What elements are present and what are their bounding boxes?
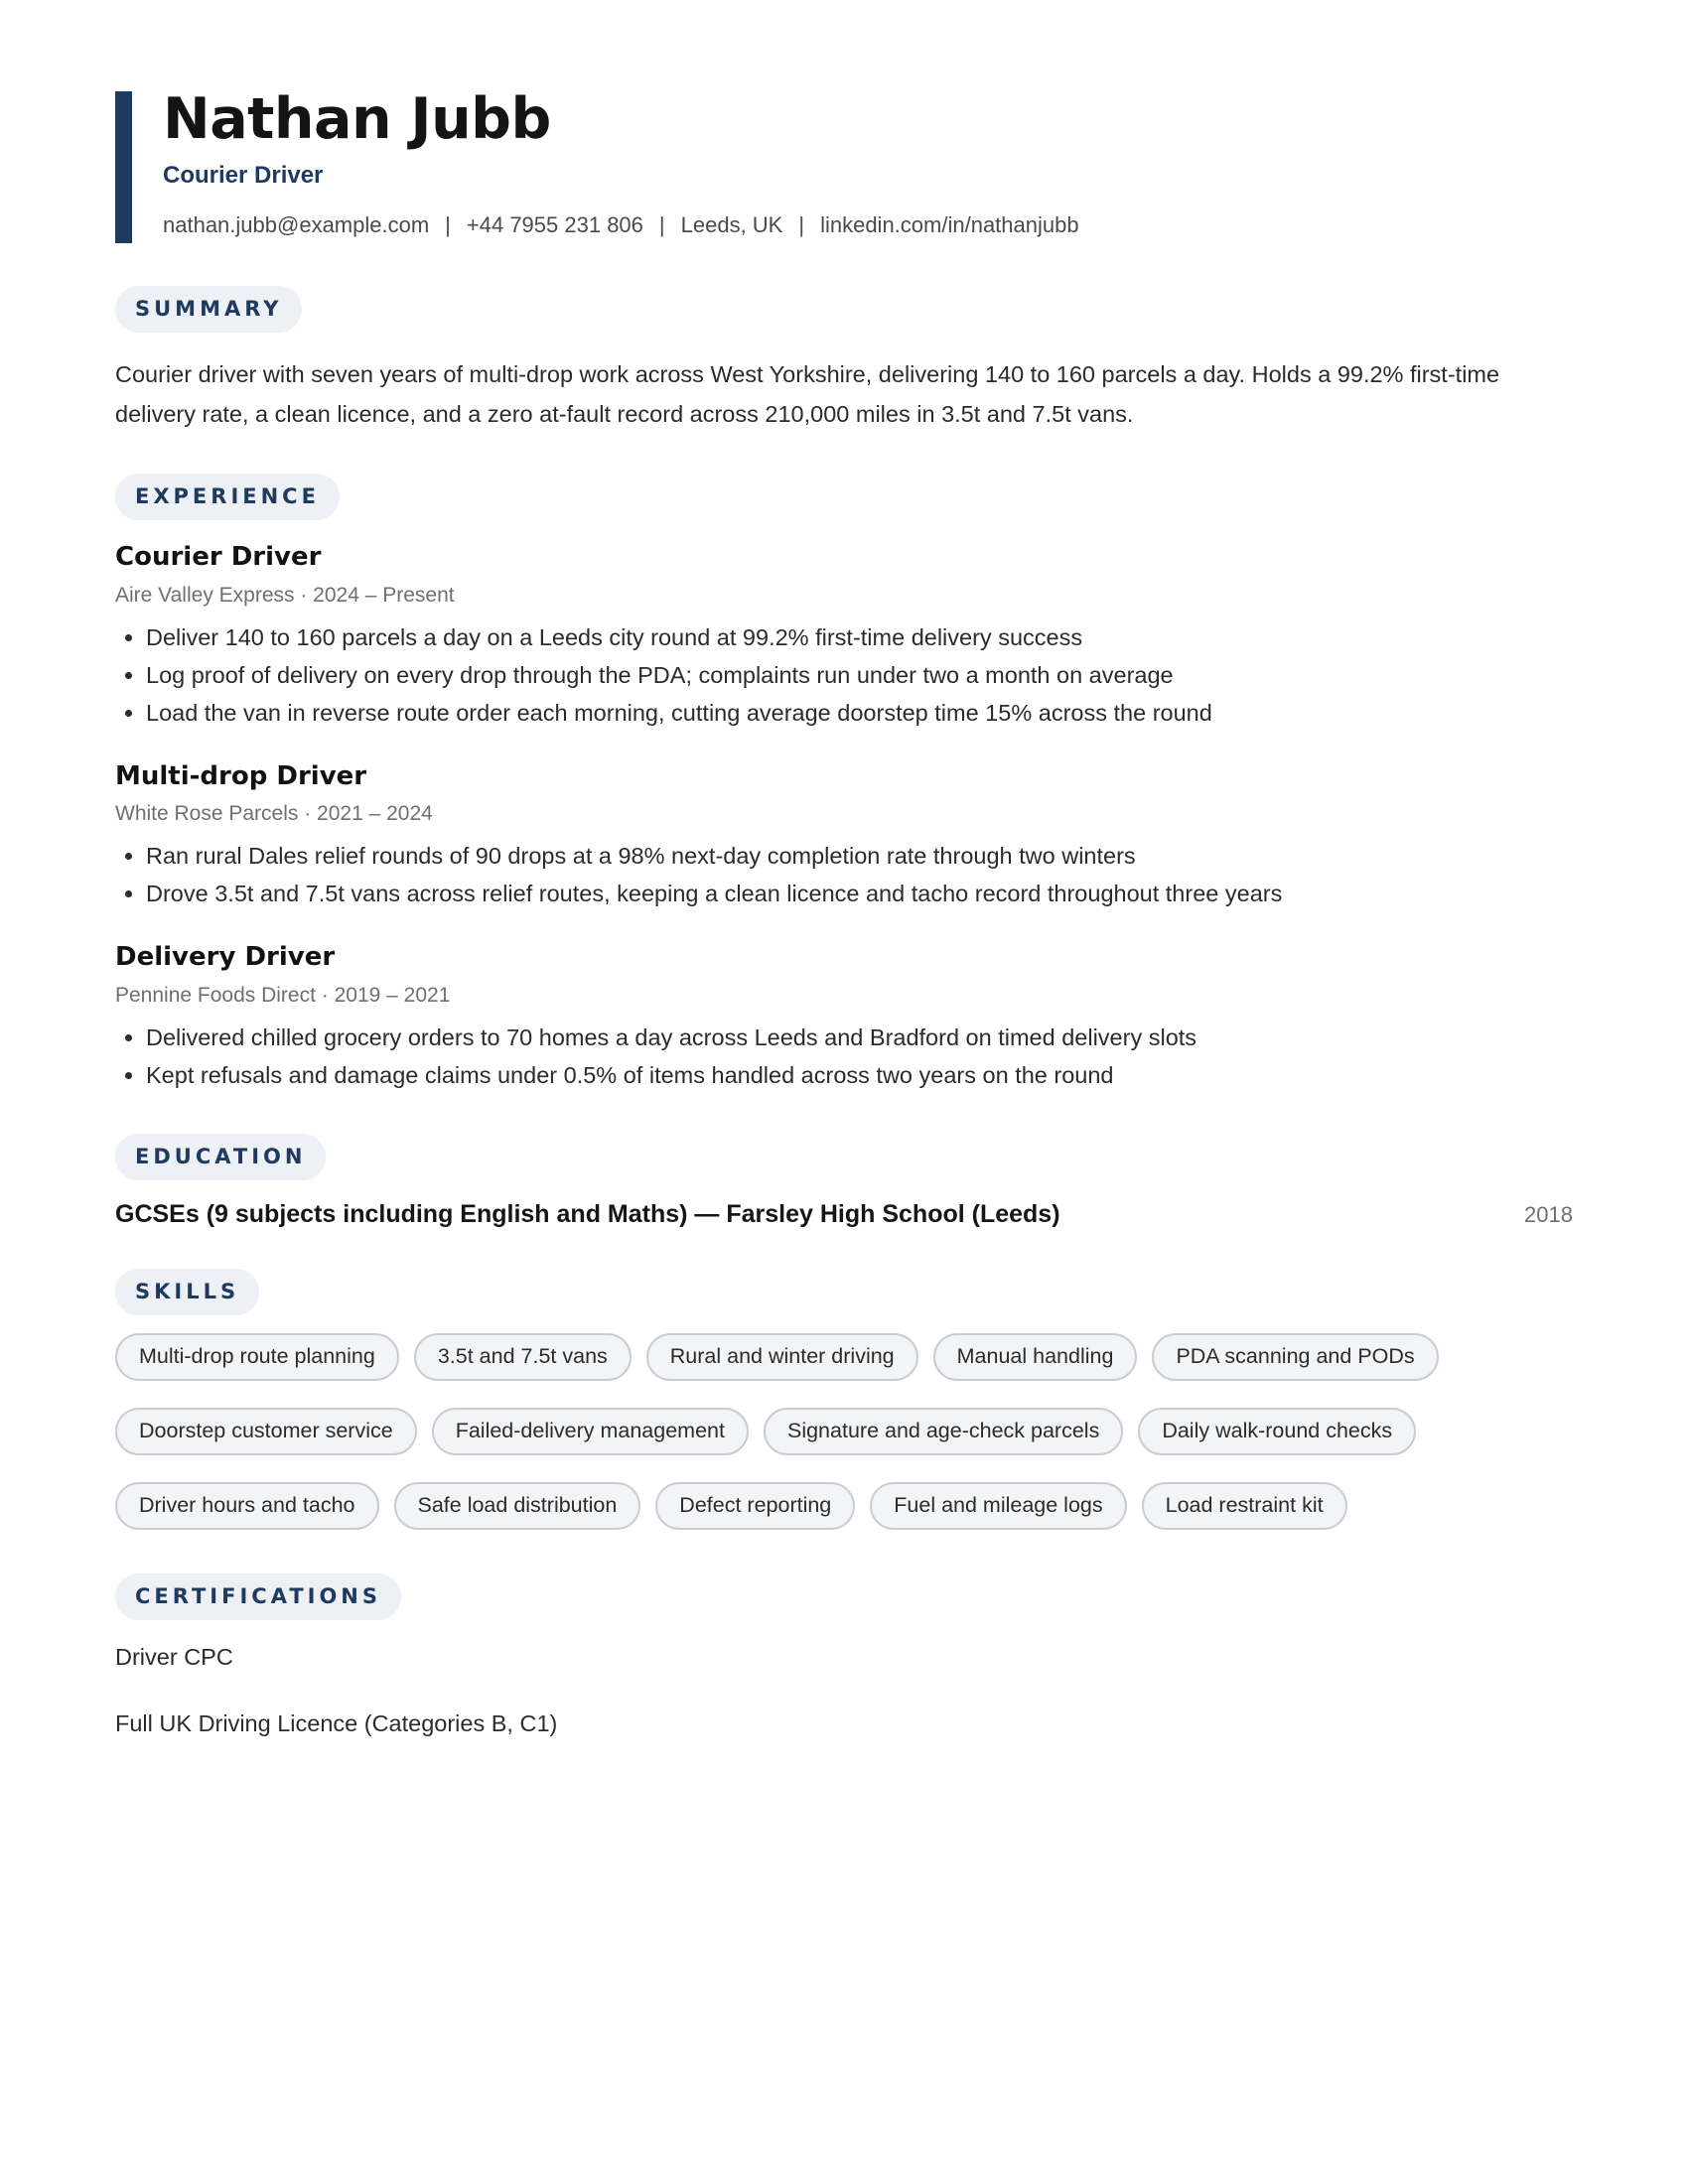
contact-location: Leeds, UK xyxy=(680,211,783,237)
education-entry xyxy=(115,1200,1573,1229)
skills-section xyxy=(115,1269,1573,1530)
job-bullet: • Ran rural Dales relief rounds of 90 drops at a 98% next-day completion rate through two winters xyxy=(146,837,1573,875)
skill-chip: Fuel and mileage logs xyxy=(870,1482,1126,1530)
job-bullet: • Log proof of delivery on every drop through the PDA; complaints run under two a month on average xyxy=(146,656,1573,694)
skill-chip: Safe load distribution xyxy=(394,1482,641,1530)
skill-chip: Defect reporting xyxy=(655,1482,855,1530)
skill-chip: Rural and winter driving xyxy=(646,1333,918,1381)
skill-chip: Signature and age-check parcels xyxy=(764,1408,1123,1455)
job-meta: Pennine Foods Direct · 2019 – 2021 xyxy=(115,983,451,1007)
summary-text: Courier driver with seven years of multi-drop work across West Yorkshire, delivering 140 to 160 parcels a day. Holds a 99.2% first-time delivery rate, a clean licence, and a zero at-fault record across 210,000 miles in 3.5t and 7.5t vans. xyxy=(115,361,1500,428)
contact-email[interactable]: nathan.jubb@example.com xyxy=(163,211,430,237)
candidate-name: Nathan Jubb xyxy=(163,86,551,152)
summary-section xyxy=(115,286,1573,434)
job-entry xyxy=(115,761,1573,912)
skill-chip: Manual handling xyxy=(933,1333,1138,1381)
job-bullets xyxy=(115,1019,1573,1094)
resume-page xyxy=(115,86,1573,1739)
contact-separator: | xyxy=(445,211,451,237)
certifications-section xyxy=(115,1573,1573,1739)
job-bullet: • Kept refusals and damage claims under 0.5% of items handled across two years on the round xyxy=(146,1056,1573,1094)
section-heading-summary: SUMMARY xyxy=(115,286,302,333)
contact-separator: | xyxy=(658,211,665,237)
skill-chip: 3.5t and 7.5t vans xyxy=(414,1333,632,1381)
job-title: Multi-drop Driver xyxy=(115,760,367,791)
education-degree: GCSEs (9 subjects including English and Maths) — Farsley High School (Leeds) xyxy=(115,1200,1060,1229)
job-bullet: • Drove 3.5t and 7.5t vans across relief routes, keeping a clean licence and tacho record throughout three years xyxy=(146,875,1573,912)
section-heading-skills: SKILLS xyxy=(115,1269,259,1315)
contact-line xyxy=(163,212,1573,238)
skill-chip: Load restraint kit xyxy=(1142,1482,1347,1530)
contact-linkedin[interactable]: linkedin.com/in/nathanjubb xyxy=(820,211,1079,237)
job-bullets xyxy=(115,618,1573,732)
section-heading-experience: EXPERIENCE xyxy=(115,474,340,520)
section-heading-education: EDUCATION xyxy=(115,1134,326,1180)
job-bullet: • Load the van in reverse route order each morning, cutting average doorstep time 15% across the round xyxy=(146,694,1573,732)
contact-phone[interactable]: +44 7955 231 806 xyxy=(466,211,643,237)
job-meta: Aire Valley Express · 2024 – Present xyxy=(115,583,455,607)
skills-list xyxy=(115,1333,1505,1529)
certification-item: Full UK Driving Licence (Categories B, C1) xyxy=(115,1710,558,1737)
education-section xyxy=(115,1134,1573,1229)
skill-chip: PDA scanning and PODs xyxy=(1152,1333,1438,1381)
job-entry xyxy=(115,542,1573,731)
skill-chip: Doorstep customer service xyxy=(115,1408,417,1455)
job-bullet: • Deliver 140 to 160 parcels a day on a Leeds city round at 99.2% first-time delivery success xyxy=(146,618,1573,656)
job-bullets xyxy=(115,837,1573,912)
certification-item: Driver CPC xyxy=(115,1643,233,1670)
skill-chip: Driver hours and tacho xyxy=(115,1482,379,1530)
contact-separator: | xyxy=(798,211,805,237)
skill-chip: Multi-drop route planning xyxy=(115,1333,399,1381)
education-year: 2018 xyxy=(1524,1202,1573,1228)
job-entry xyxy=(115,942,1573,1093)
section-heading-certifications: CERTIFICATIONS xyxy=(115,1573,401,1620)
experience-section xyxy=(115,474,1573,1094)
job-title: Courier Driver xyxy=(115,542,322,573)
resume-header xyxy=(115,86,1573,242)
skill-chip: Failed-delivery management xyxy=(432,1408,749,1455)
job-title: Delivery Driver xyxy=(115,942,336,973)
skill-chip: Daily walk-round checks xyxy=(1138,1408,1416,1455)
job-meta: White Rose Parcels · 2021 – 2024 xyxy=(115,802,433,826)
header-accent-bar xyxy=(115,91,132,243)
candidate-role: Courier Driver xyxy=(163,162,324,189)
job-bullet: • Delivered chilled grocery orders to 70 homes a day across Leeds and Bradford on timed delivery slots xyxy=(146,1019,1573,1056)
